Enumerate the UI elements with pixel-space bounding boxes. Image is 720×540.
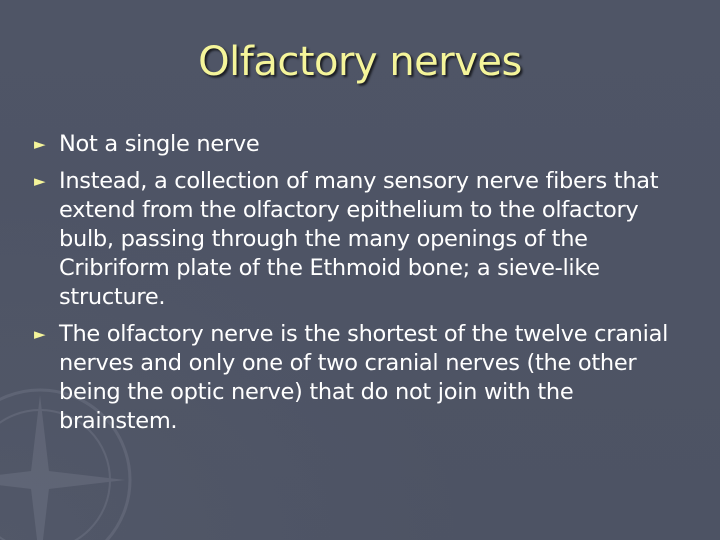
bullet-item: [34, 320, 694, 436]
bullet-item: [34, 130, 694, 159]
bullet-arrow-icon: ►: [34, 135, 46, 153]
bullet-list: [34, 130, 694, 444]
bullet-arrow-icon: ►: [34, 325, 46, 343]
bullet-text: The olfactory nerve is the shortest of the twelve cranial nerves and only one of two cranial nerves (the other being the optic nerve) that do not join with the brainstem.: [59, 321, 669, 434]
bullet-arrow-icon: ►: [34, 172, 46, 190]
bullet-text: Instead, a collection of many sensory nerve fibers that extend from the olfactory epithelium to the olfactory bulb, passing through the many openings of the Cribriform plate of the Ethmoid bone; a sieve-like structure.: [59, 168, 659, 310]
bullet-item: [34, 167, 694, 312]
slide-title: Olfactory nerves: [198, 39, 522, 85]
bullet-text: Not a single nerve: [59, 131, 260, 157]
